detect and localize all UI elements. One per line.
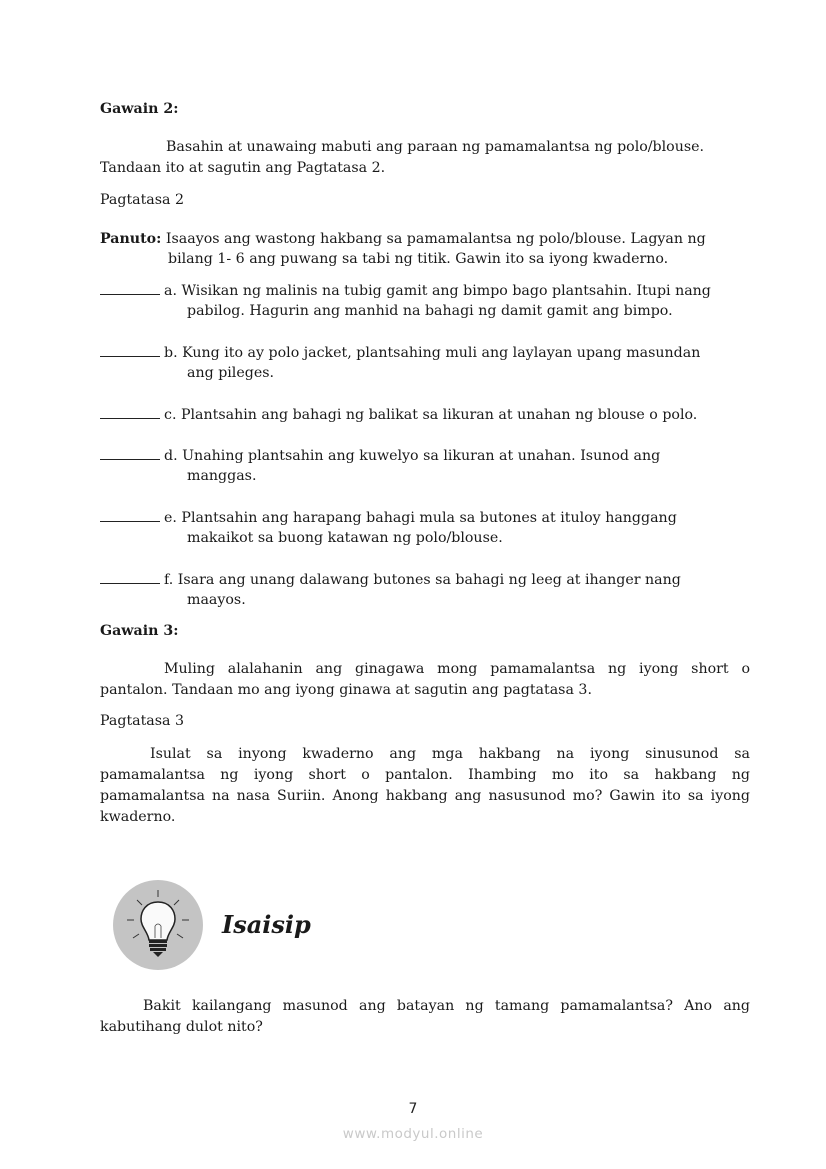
step-text: f. Isara ang unang dalawang butones sa bahagi ng leeg at ihanger nang [164,572,681,588]
step-item-a-cont: pabilog. Hagurin ang manhid na bahagi ng damit gamit ang bimpo. [187,303,673,319]
answer-blank[interactable] [100,342,160,357]
answer-blank[interactable] [100,404,160,419]
step-item-a [100,280,711,302]
step-item-e-cont: makaikot sa buong katawan ng polo/blouse. [187,530,503,546]
gawain-3-intro-line1: Muling alalahanin ang ginagawa mong pamamalantsa ng iyong short o [164,661,750,677]
step-item-f-cont: maayos. [187,592,246,608]
page-number: 7 [408,1101,418,1117]
step-text: b. Kung ito ay polo jacket, plantsahing muli ang laylayan upang masundan [164,345,701,361]
step-item-c [100,404,697,426]
step-item-b [100,342,700,364]
step-item-f [100,569,681,591]
pagtatasa-3-line2: pamamalantsa ng iyong short o pantalon. Ihambing mo ito sa hakbang ng [100,767,750,783]
gawain-2-intro-line2: Tandaan ito at sagutin ang Pagtatasa 2. [100,160,386,176]
pagtatasa-3-line3: pamamalantsa na nasa Suriin. Anong hakbang ang nasusunod mo? Gawin ito sa iyong [100,788,750,804]
pagtatasa-2-title: Pagtatasa 2 [100,192,185,208]
gawain-2-heading: Gawain 2: [100,101,179,117]
step-text: c. Plantsahin ang bahagi ng balikat sa likuran at unahan ng blouse o polo. [164,407,698,423]
isaisip-heading: Isaisip [222,910,311,939]
gawain-3-intro-line2: pantalon. Tandaan mo ang iyong ginawa at sagutin ang pagtatasa 3. [100,682,592,698]
pagtatasa-3-title: Pagtatasa 3 [100,713,185,729]
gawain-3-heading: Gawain 3: [100,623,179,639]
panuto-text-1: Isaayos ang wastong hakbang sa pamamalantsa ng polo/blouse. Lagyan ng [165,231,706,247]
step-item-b-cont: ang pileges. [187,365,275,381]
answer-blank[interactable] [100,507,160,522]
step-item-d-cont: manggas. [187,468,257,484]
step-text: a. Wisikan ng malinis na tubig gamit ang bimpo bago plantsahin. Itupi nang [164,283,711,299]
step-text: e. Plantsahin ang harapang bahagi mula sa butones at ituloy hanggang [164,510,677,526]
panuto-line2: bilang 1- 6 ang puwang sa tabi ng titik. Gawin ito sa iyong kwaderno. [168,251,669,267]
step-item-e [100,507,677,529]
panuto-line1 [100,229,706,250]
pagtatasa-3-line1: Isulat sa inyong kwaderno ang mga hakbang na iyong sinusunod sa [150,746,750,762]
isaisip-line1: Bakit kailangang masunod ang batayan ng tamang pamamalantsa? Ano ang [143,998,750,1014]
step-text: d. Unahing plantsahin ang kuwelyo sa likuran at unahan. Isunod ang [164,448,661,464]
answer-blank[interactable] [100,445,160,460]
pagtatasa-3-line4: kwaderno. [100,809,176,825]
answer-blank[interactable] [100,569,160,584]
panuto-label: Panuto: [100,231,162,247]
step-item-d [100,445,660,467]
gawain-2-intro-line1: Basahin at unawaing mabuti ang paraan ng pamamalantsa ng polo/blouse. [166,139,705,155]
isaisip-line2: kabutihang dulot nito? [100,1019,263,1035]
watermark: www.modyul.online [342,1126,484,1142]
lightbulb-icon [113,880,203,970]
answer-blank[interactable] [100,280,160,295]
